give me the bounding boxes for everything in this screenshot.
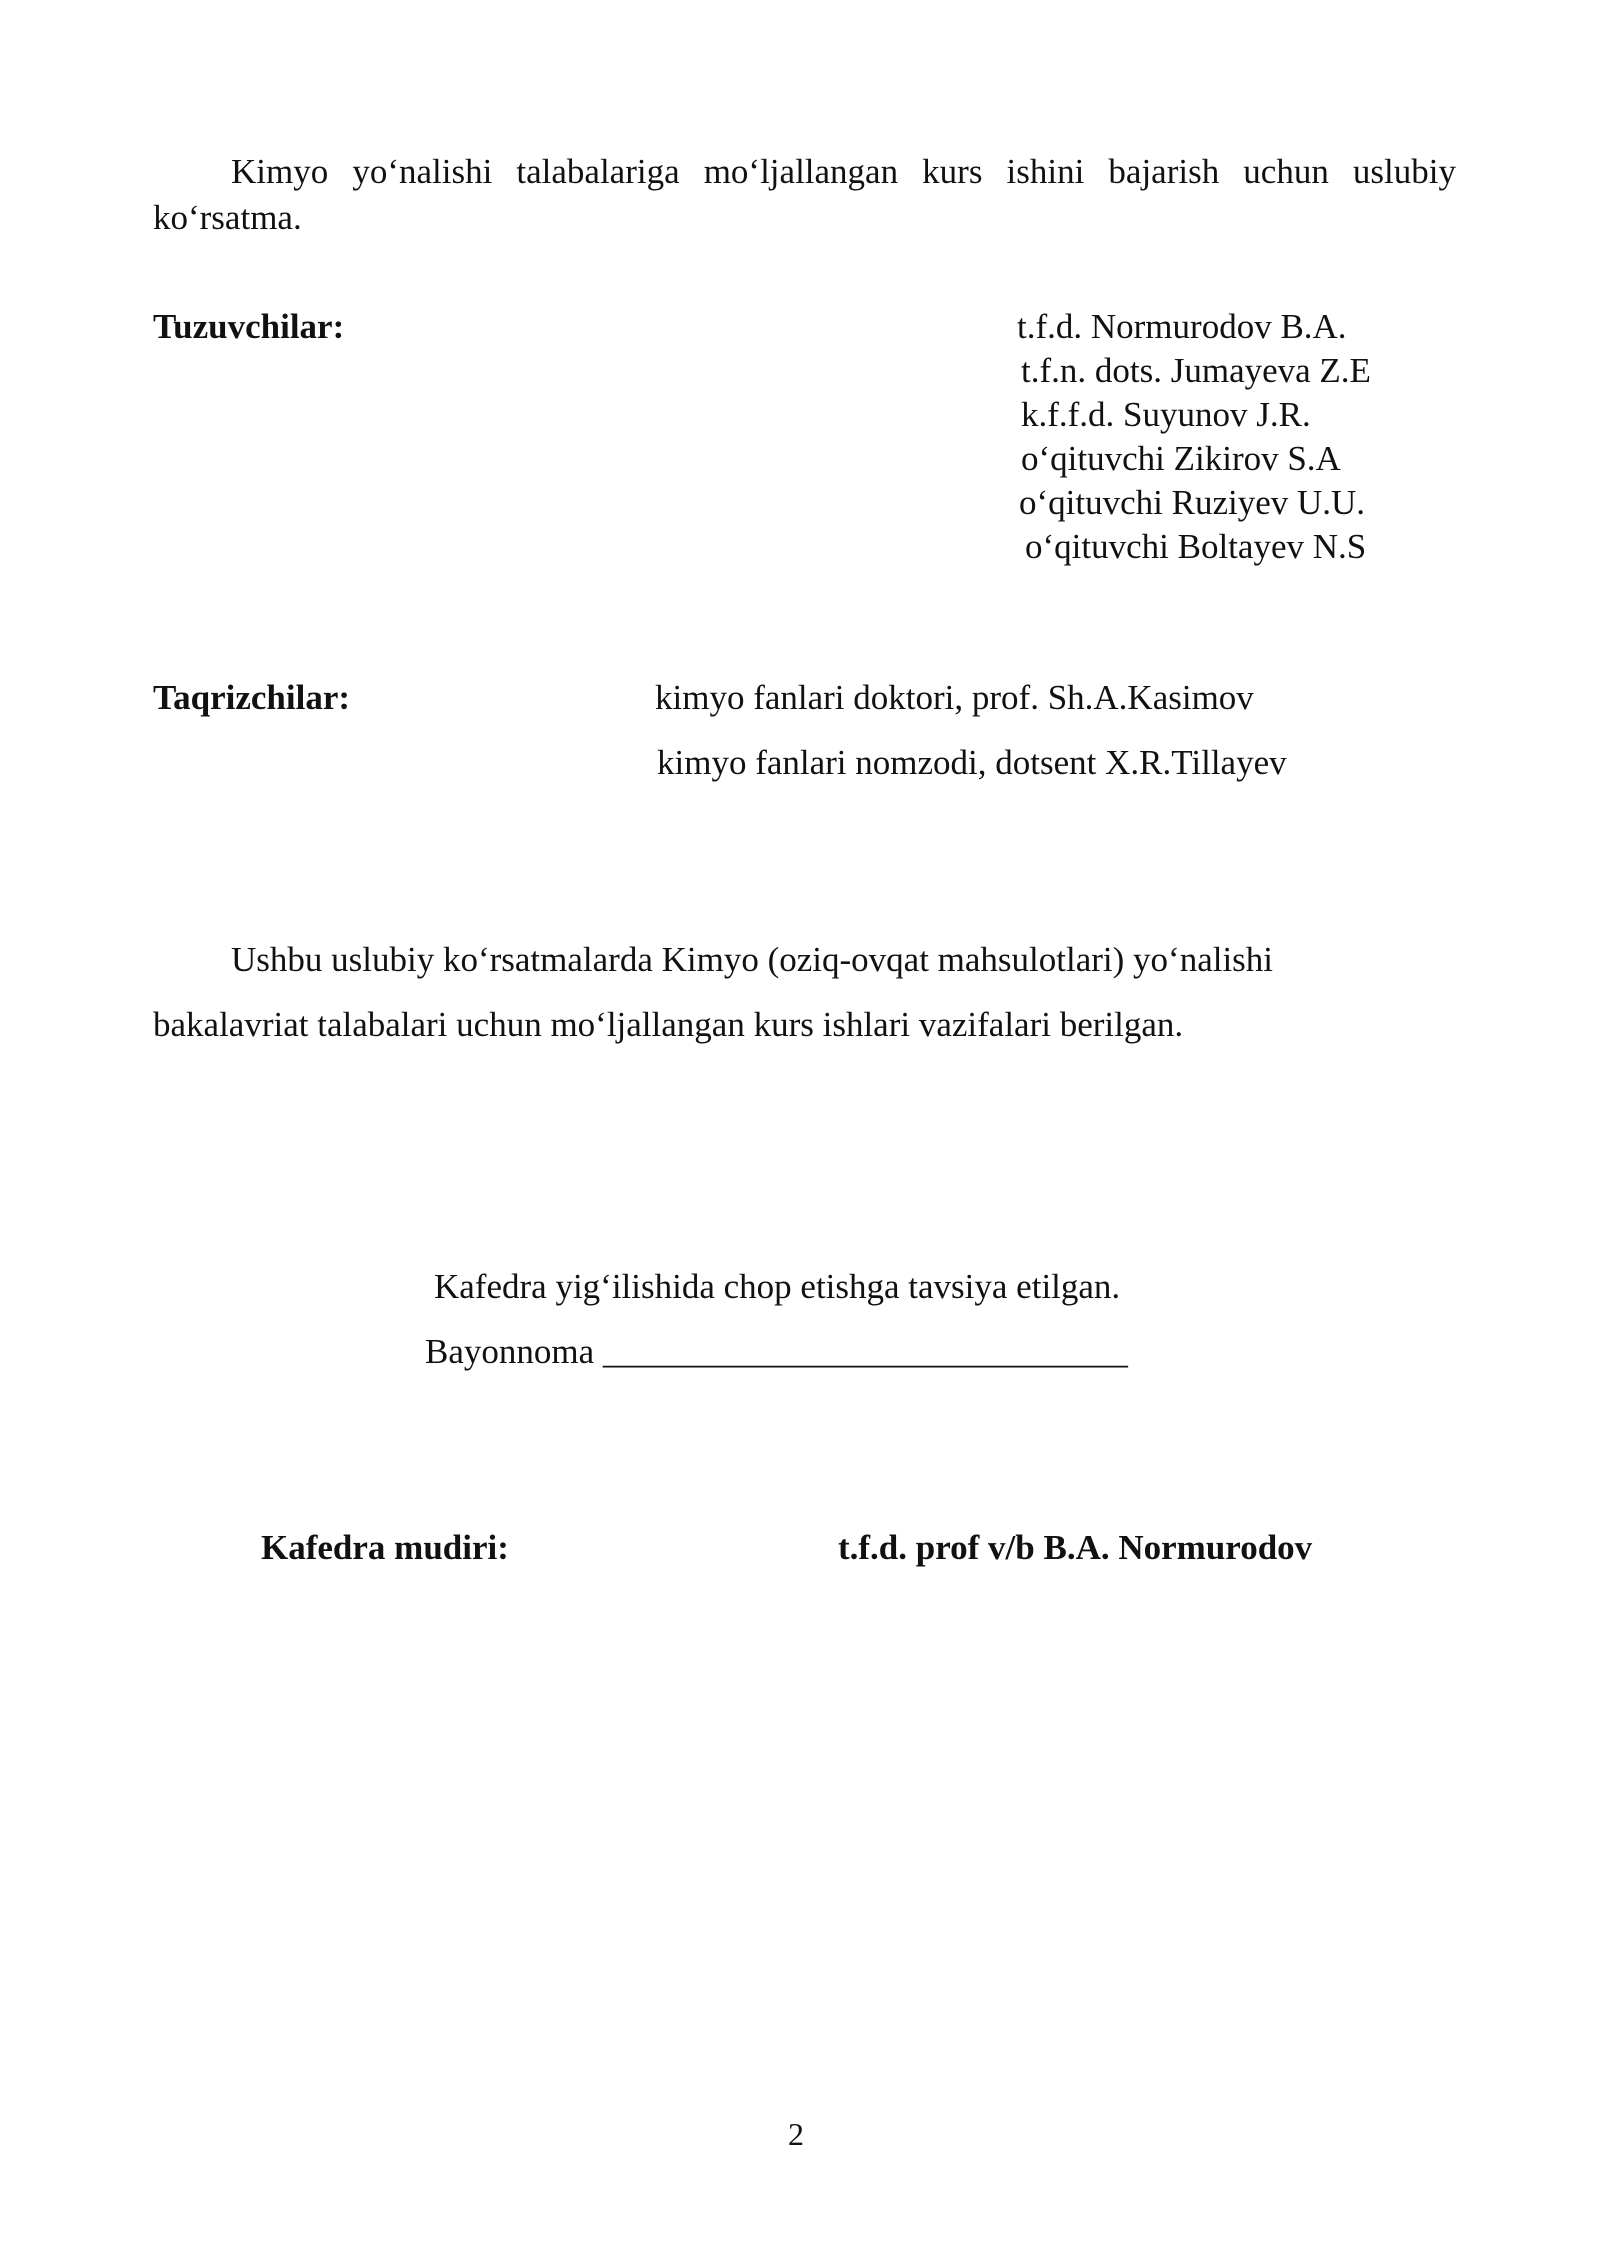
- department-head-name: t.f.d. prof v/b B.A. Normurodov: [838, 1528, 1313, 1567]
- reviewer-name: kimyo fanlari nomzodi, dotsent X.R.Tillayev: [657, 743, 1287, 782]
- compiler-name: o‘qituvchi Zikirov S.A: [1021, 439, 1341, 478]
- compiler-name: t.f.d. Normurodov B.A.: [1017, 307, 1347, 346]
- department-head-label: Kafedra mudiri:: [261, 1528, 509, 1567]
- reviewer-name: kimyo fanlari doktori, prof. Sh.A.Kasimov: [655, 678, 1254, 717]
- intro-line-1: Kimyo yo‘nalishi talabalariga mo‘ljallangan kurs ishini bajarish uchun uslubiy: [231, 152, 1456, 191]
- compiler-name: t.f.n. dots. Jumayeva Z.E: [1021, 351, 1371, 390]
- description-line-1: Ushbu uslubiy ko‘rsatmalarda Kimyo (oziq-ovqat mahsulotlari) yo‘nalishi: [231, 940, 1274, 979]
- protocol-line: Bayonnoma ______________________________: [425, 1332, 1128, 1371]
- compiler-name: k.f.f.d. Suyunov J.R.: [1021, 395, 1311, 434]
- description-line-2: bakalavriat talabalari uchun mo‘ljallangan kurs ishlari vazifalari berilgan.: [153, 1005, 1184, 1044]
- page-number: 2: [788, 2116, 804, 2152]
- approval-line: Kafedra yig‘ilishida chop etishga tavsiya etilgan.: [434, 1267, 1121, 1306]
- compiler-name: o‘qituvchi Ruziyev U.U.: [1019, 483, 1366, 522]
- compiler-name: o‘qituvchi Boltayev N.S: [1025, 527, 1367, 566]
- compilers-label: Tuzuvchilar:: [153, 307, 345, 346]
- reviewers-label: Taqrizchilar:: [153, 678, 351, 717]
- intro-line-2: ko‘rsatma.: [153, 198, 302, 237]
